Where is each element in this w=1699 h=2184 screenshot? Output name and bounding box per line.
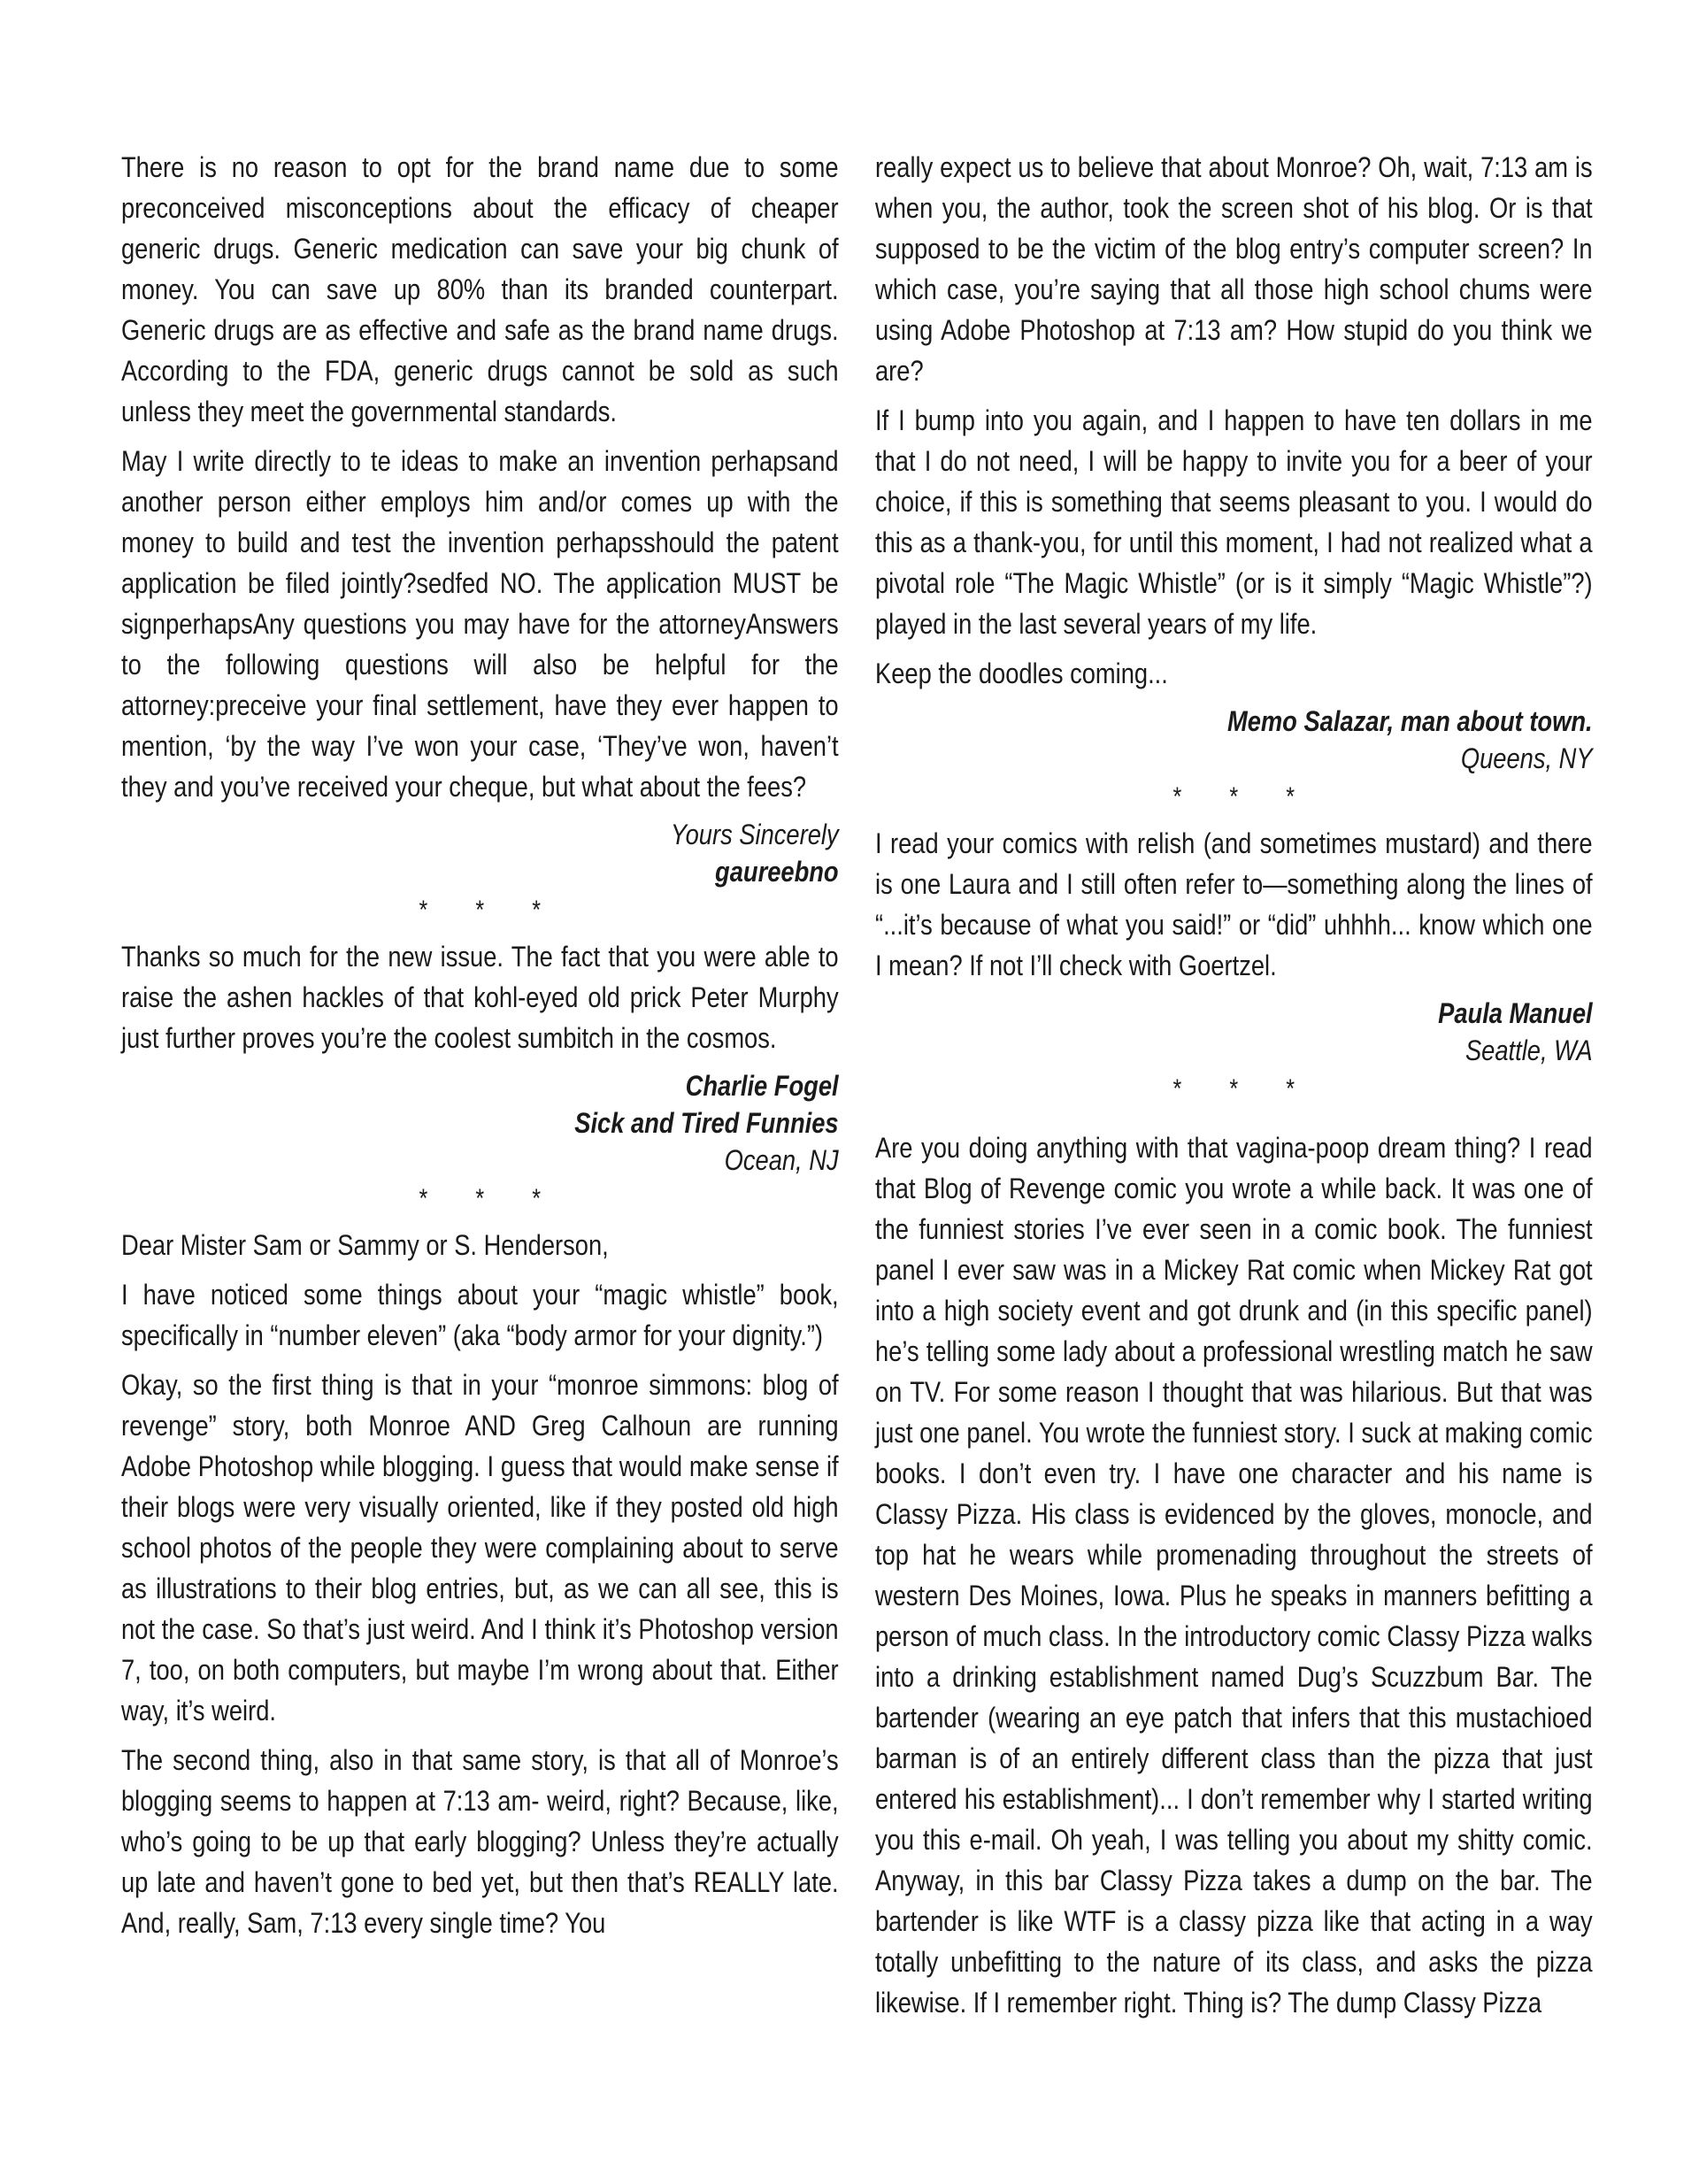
signature-location: Seattle, WA	[1465, 1034, 1593, 1066]
letter-salutation: Dear Mister Sam or Sammy or S. Henderson,	[121, 1229, 609, 1261]
signature-name: Charlie Fogel	[685, 1070, 839, 1102]
right-column	[875, 147, 1593, 2032]
signature-location: Ocean, NJ	[724, 1144, 839, 1176]
signature-block	[121, 1067, 839, 1179]
section-divider: * * *	[419, 896, 562, 925]
signature-name: Memo Salazar, man about town.	[1226, 705, 1593, 737]
letter-paragraph: I read your comics with relish (and sometimes mustard) and there is one Laura and I still often refer to—something along the lines of “...it’s because of what you said!” or “did” uhhhh... know which one I mean? If not I’ll check with Goertzel.	[875, 827, 1593, 981]
letter-paragraph: I have noticed some things about your “magic whistle” book, specifically in “number eleven” (aka “body armor for your dignity.”)	[121, 1279, 839, 1351]
letter-paragraph: Are you doing anything with that vagina-poop dream thing? I read that Blog of Revenge comic you wrote a while back. It was one of the funniest stories I’ve ever seen in a comic book. The funniest panel I ever saw was in a Mickey Rat comic when Mickey Rat got into a high society event and got drunk and (in this specific panel) he’s telling some lady about a professional wrestling match he saw on TV. For some reason I thought that was hilarious. But that was just one panel. You wrote the funniest story. I suck at making comic books. I don’t even try. I have one character and his name is Classy Pizza. His class is evidenced by the gloves, monocle, and top hat he wears while promenading throughout the streets of western Des Moines, Iowa. Plus he speaks in manners befitting a person of much class. In the introductory comic Classy Pizza walks into a drinking establishment named Dug’s Scuzzbum Bar. The bartender (wearing an eye patch that infers that this mustachioed barman is of an entirely different class than the pizza that just entered his establishment)... I don’t remember why I started writing you this e-mail. Oh yeah, I was telling you about my shitty comic. Anyway, in this bar Classy Pizza takes a dump on the bar. The bartender is like WTF is a classy pizza like that acting in a way totally unbefitting to the nature of its class, and asks the pizza likewise. If I remember right. Thing is? The dump Classy Pizza	[875, 1132, 1593, 2019]
signature-name: gaureebno	[715, 856, 839, 888]
signature-name: Paula Manuel	[1438, 997, 1593, 1029]
section-divider: * * *	[1172, 782, 1316, 811]
signature-organization: Sick and Tired Funnies	[574, 1107, 839, 1139]
section-divider: * * *	[1172, 1074, 1316, 1104]
signature-block	[875, 995, 1593, 1069]
signature-block	[121, 816, 839, 890]
section-divider: * * *	[419, 1184, 562, 1213]
letter-paragraph: The second thing, also in that same story, is that all of Monroe’s blogging seems to happen at 7:13 am- weird, right? Because, like, who’s going to be up that early blogging? Unless they’re actually up late and haven’t gone to bed yet, but then that’s REALLY late. And, really, Sam, 7:13 every single time? You	[121, 1744, 839, 1939]
spacer	[875, 1115, 1593, 1127]
letter-paragraph: There is no reason to opt for the brand name due to some preconceived misconceptions about the efficacy of cheaper generic drugs. Generic medication can save your big chunk of money. You can save up 80% than its branded counterpart. Generic drugs are as effective and safe as the brand name drugs. According to the FDA, generic drugs cannot be sold as such unless they meet the governmental standards.	[121, 151, 839, 427]
letter-paragraph: Keep the doodles coming...	[875, 658, 1168, 689]
left-column	[121, 147, 839, 1952]
letter-paragraph: really expect us to believe that about Monroe? Oh, wait, 7:13 am is when you, the author, took the screen shot of his blog. Or is that supposed to be the victim of the blog entry’s computer screen? In which case, you’re saying that all those high school chums were using Adobe Photoshop at 7:13 am? How stupid do you think we are?	[875, 151, 1593, 387]
letter-paragraph: Thanks so much for the new issue. The fact that you were able to raise the ashen hackles of that kohl-eyed old prick Peter Murphy just further proves you’re the coolest sumbitch in the cosmos.	[121, 941, 839, 1054]
signature-closing: Yours Sincerely	[670, 819, 839, 850]
letter-paragraph: May I write directly to te ideas to make an invention perhapsand another person either employs him and/or comes up with the money to build and test the invention perhapsshould the patent application be filed jointly?sedfed NO. The application MUST be signperhapsAny questions you may have for the attorneyAnswers to the following questions will also be helpful for the attorney:preceive your final settlement, have they ever happen to mention, ‘by the way I’ve won your case, ‘They’ve won, haven’t they and you’ve received your cheque, but what about the fees?	[121, 445, 839, 803]
letter-paragraph: If I bump into you again, and I happen to have ten dollars in me that I do not need, I will be happy to invite you for a beer of your choice, if this is something that seems pleasant to you. I would do this as a thank-you, for until this moment, I had not realized what a pivotal role “The Magic Whistle” (or is it simply “Magic Whistle”?) played in the last several years of my life.	[875, 404, 1593, 640]
signature-block	[875, 703, 1593, 777]
signature-location: Queens, NY	[1460, 742, 1593, 774]
letter-paragraph: Okay, so the first thing is that in your “monroe simmons: blog of revenge” story, both Monroe AND Greg Calhoun are running Adobe Photoshop while blogging. I guess that would make sense if their blogs were very visually oriented, like if they posted old high school photos of the people they were complaining about to serve as illustrations to their blog entries, but, as we can all see, this is not the case. So that’s just weird. And I think it’s Photoshop version 7, too, on both computers, but maybe I’m wrong about that. Either way, it’s weird.	[121, 1369, 839, 1726]
